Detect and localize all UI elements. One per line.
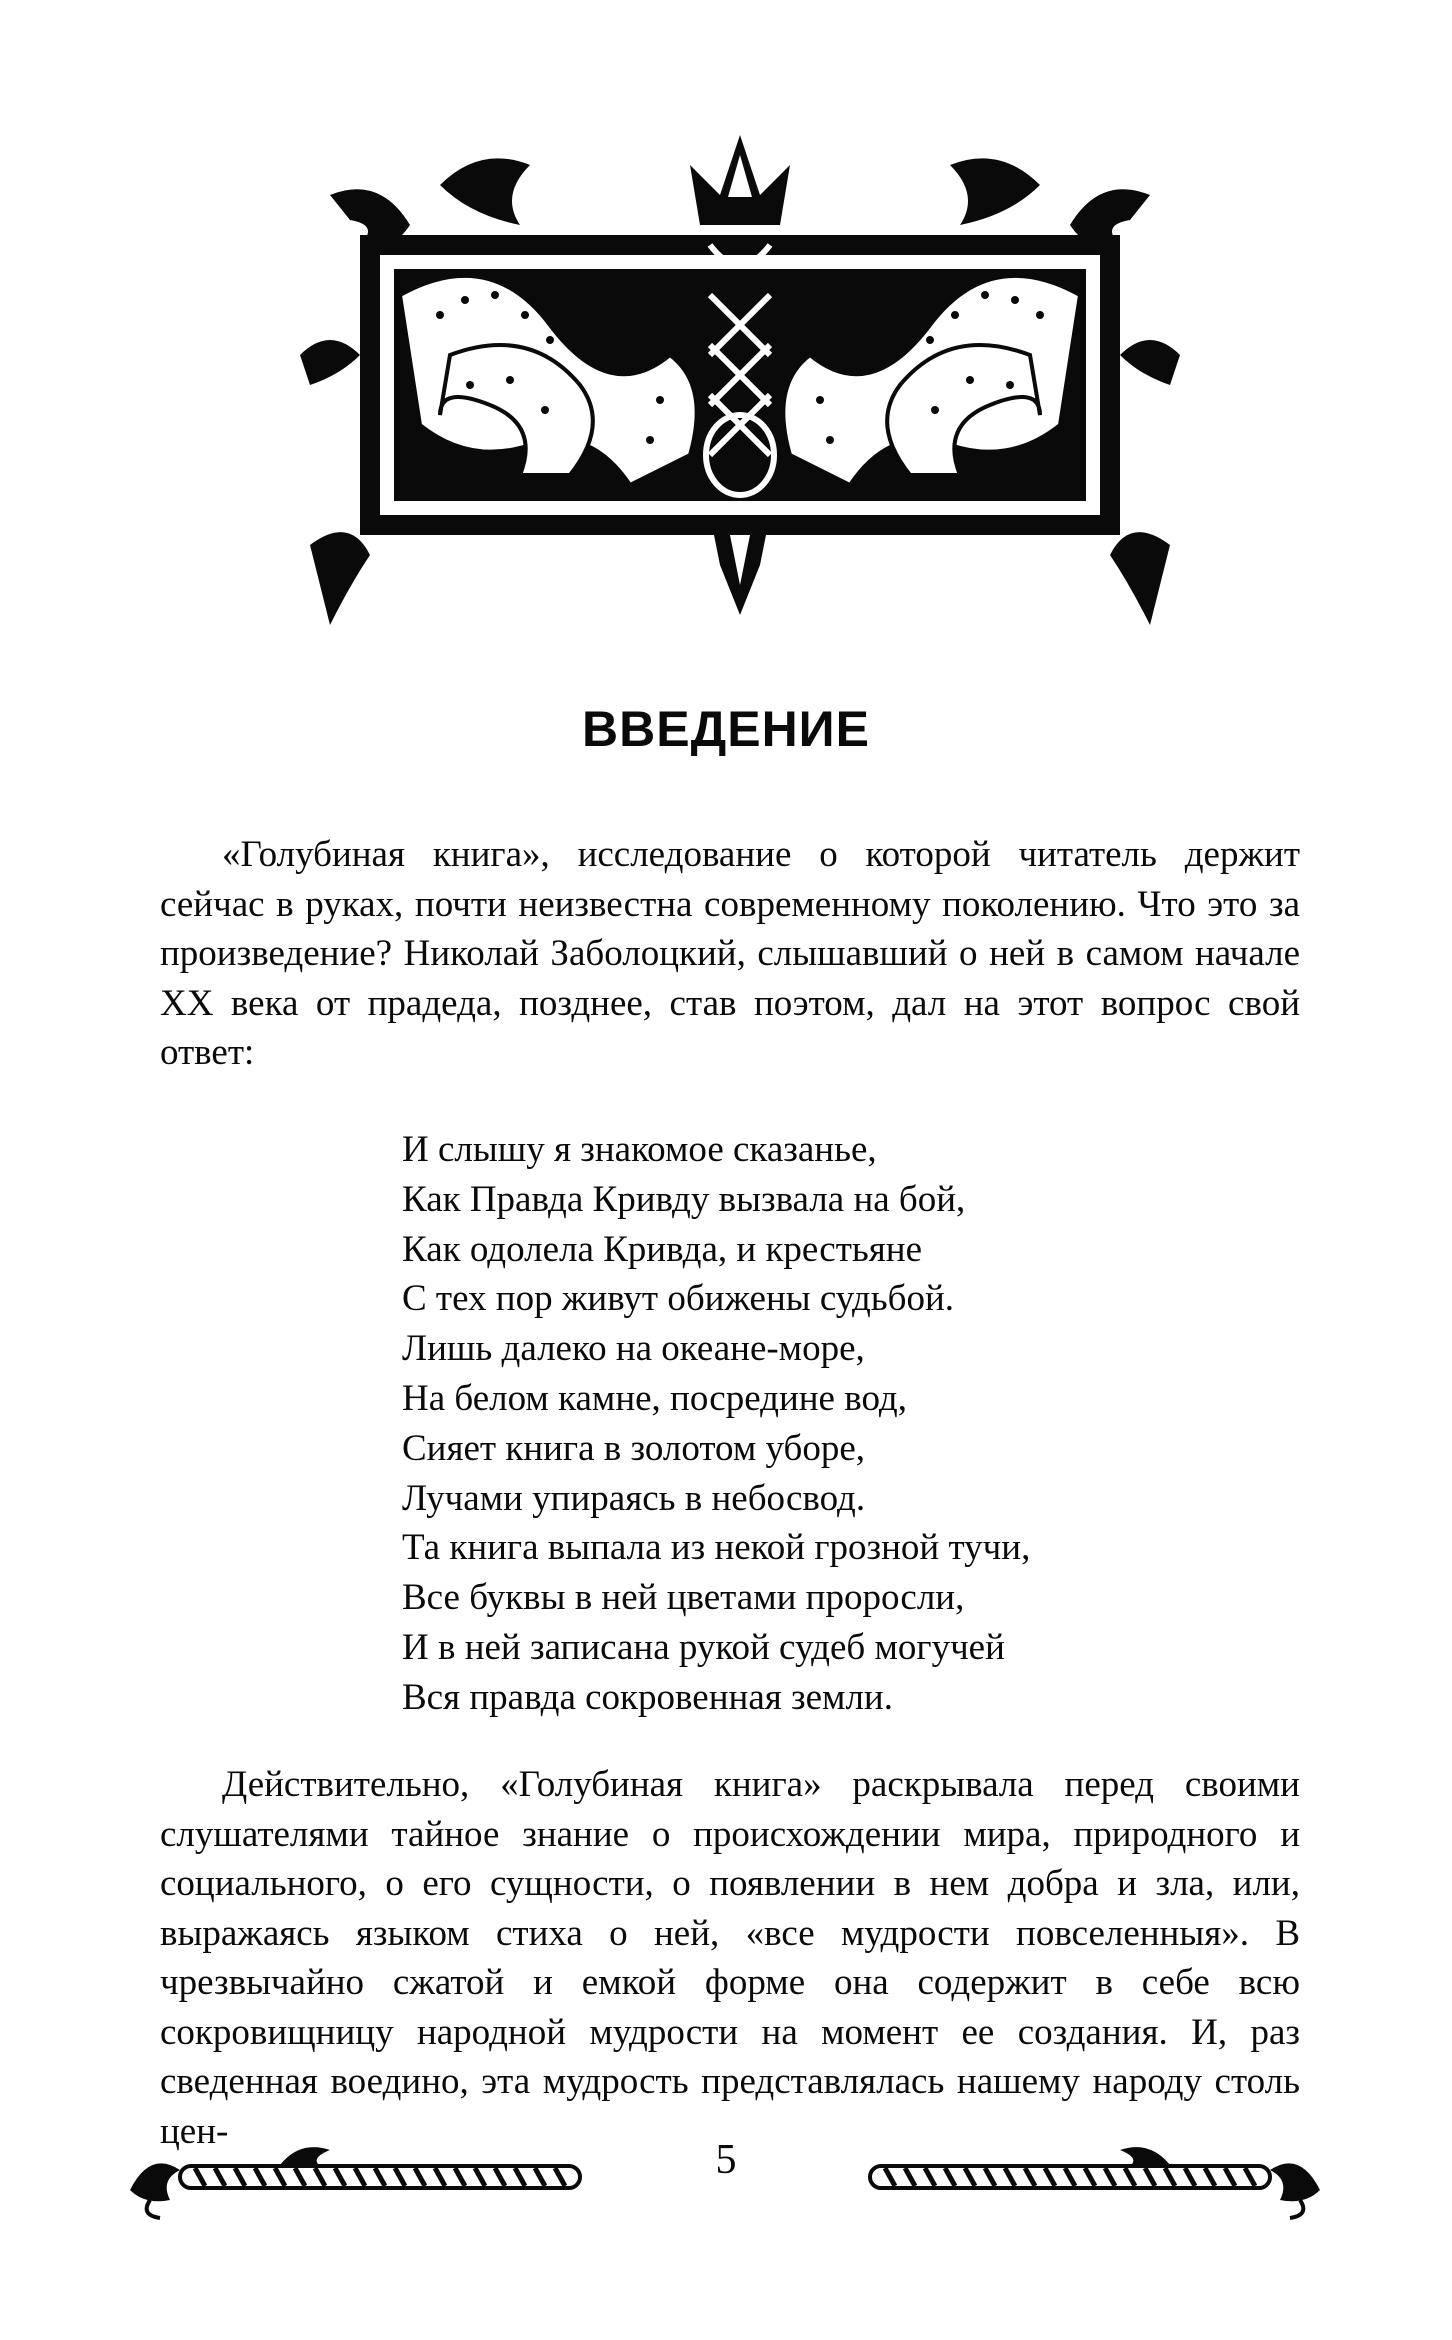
poem-line: Все буквы в ней цветами проросли, bbox=[402, 1577, 965, 1619]
poem-line: Лучами упираясь в небосвод. bbox=[402, 1477, 866, 1519]
poem-line: И в ней записана рукой судеб могучей bbox=[402, 1626, 1005, 1668]
page-number: 5 bbox=[715, 2137, 737, 2183]
poem-line: Как Правда Кривду вызвала на бой, bbox=[402, 1178, 966, 1220]
braided-rope-left-icon bbox=[120, 2130, 590, 2220]
poem-line: Сияет книга в золотом уборе, bbox=[402, 1427, 866, 1469]
poem-line: С тех пор живут обижены судьбой. bbox=[402, 1278, 955, 1320]
poem-line: Лишь далеко на океане-море, bbox=[402, 1328, 865, 1370]
poem-line: Как одолела Кривда, и крестьяне bbox=[402, 1228, 922, 1270]
intro-paragraph: «Голубиная книга», исследование о которой читатель держит сейчас в руках, почти неизвестна современному поколению. Что это за произведение? Николай Заболоцкий, слышавший о ней в самом начале XX века от прадеда, позднее, став поэтом, дал на этот вопрос свой ответ: bbox=[160, 834, 1300, 1073]
chapter-title: ВВЕДЕНИЕ bbox=[582, 701, 870, 757]
poem-line: Та книга выпала из некой грозной тучи, bbox=[402, 1527, 1031, 1569]
poem-line: На белом камне, посредине вод, bbox=[402, 1377, 907, 1419]
celtic-headpiece-icon bbox=[290, 125, 1190, 645]
page-footer bbox=[0, 2130, 1452, 2220]
poem-line: И слышу я знакомое сказанье, bbox=[402, 1129, 877, 1170]
poem-line: Вся правда сокровенная земли. bbox=[402, 1676, 893, 1718]
body-paragraph: Действительно, «Голубиная книга» раскрывала перед своими слушателями тайное знание о происхождении мира, природного и социального, о его сущности, о появлении в нем добра и зла, или, выражаясь языком стиха о ней, «все мудрости повселенныя». В чрезвычайно сжатой и емкой форме она содержит в себе всю сокровищницу народной мудрости на момент ее создания. И, раз сведенная воедино, эта мудрость представлялась нашему народу столь цен- bbox=[160, 1764, 1300, 2152]
poem-quote bbox=[402, 1125, 1202, 1723]
braided-rope-right-icon bbox=[860, 2130, 1330, 2220]
